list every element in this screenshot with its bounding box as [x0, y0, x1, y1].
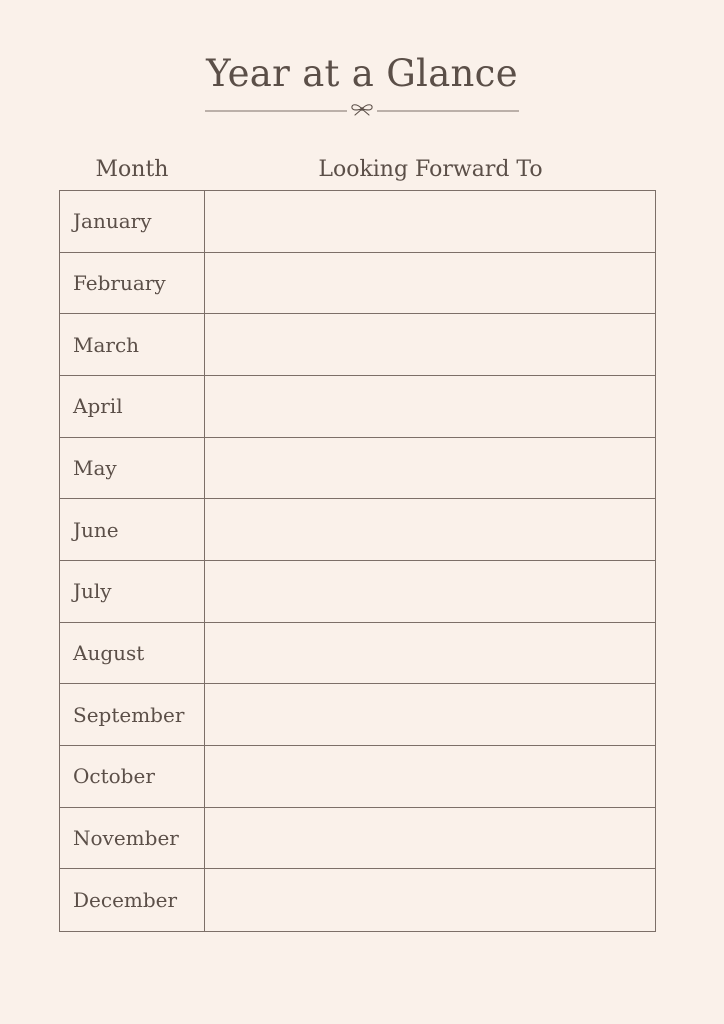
looking-forward-cell[interactable]: [206, 808, 655, 869]
table-row: [60, 869, 655, 931]
looking-forward-cell[interactable]: [206, 561, 655, 622]
month-cell: October: [60, 746, 205, 807]
looking-forward-cell[interactable]: [206, 314, 655, 375]
page-title: Year at a Glance: [206, 52, 518, 95]
bow-divider-icon: [205, 100, 519, 118]
table-row: [60, 253, 655, 315]
looking-forward-column-header: Looking Forward To: [318, 157, 543, 182]
month-cell: March: [60, 314, 205, 375]
month-cell: November: [60, 808, 205, 869]
looking-forward-cell[interactable]: [206, 376, 655, 437]
month-cell: May: [60, 438, 205, 499]
month-cell: February: [60, 253, 205, 314]
looking-forward-cell[interactable]: [206, 253, 655, 314]
table-row: [60, 808, 655, 870]
month-cell: June: [60, 499, 205, 560]
table-row: [60, 376, 655, 438]
month-cell: April: [60, 376, 205, 437]
month-cell: September: [60, 684, 205, 745]
looking-forward-cell[interactable]: [206, 499, 655, 560]
table-row: [60, 561, 655, 623]
month-column-header: Month: [95, 157, 169, 182]
month-cell: January: [60, 191, 205, 252]
table-row: [60, 499, 655, 561]
looking-forward-cell[interactable]: [206, 684, 655, 745]
looking-forward-cell[interactable]: [206, 191, 655, 252]
looking-forward-cell[interactable]: [206, 438, 655, 499]
looking-forward-cell[interactable]: [206, 623, 655, 684]
table-header: [59, 154, 656, 186]
month-cell: December: [60, 869, 205, 931]
table-row: [60, 684, 655, 746]
table-row: [60, 191, 655, 253]
month-cell: July: [60, 561, 205, 622]
table-row: [60, 746, 655, 808]
looking-forward-cell[interactable]: [206, 869, 655, 931]
year-table: [59, 190, 656, 932]
table-row: [60, 623, 655, 685]
month-cell: August: [60, 623, 205, 684]
table-row: [60, 438, 655, 500]
table-row: [60, 314, 655, 376]
looking-forward-cell[interactable]: [206, 746, 655, 807]
